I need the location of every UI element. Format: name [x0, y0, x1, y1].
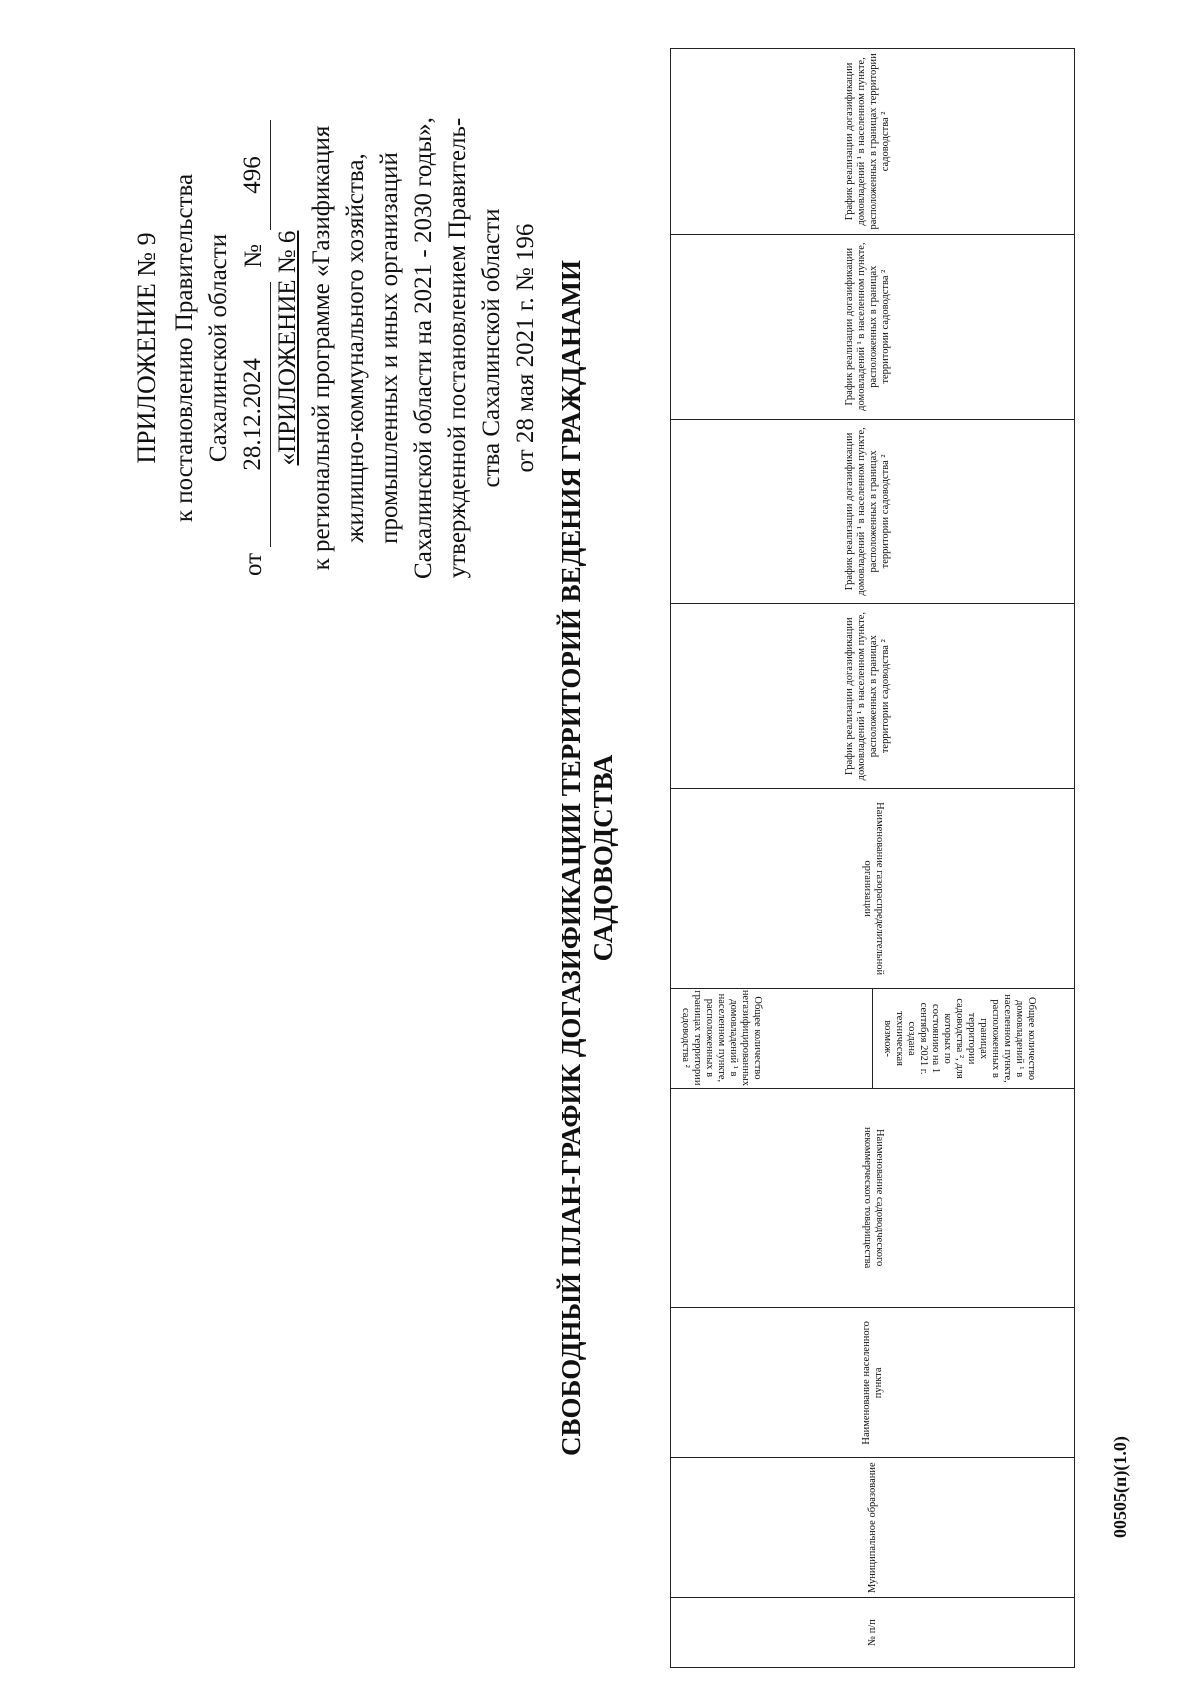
header-cell-schedule — [671, 419, 1074, 604]
header-total-upper — [671, 989, 873, 1088]
header-total-upper-text: Общее количество негазифицированных домовладений ¹ в населенном пункте, расположенных в границах территории садоводства ² — [680, 990, 763, 1087]
header-cell-schedule — [671, 234, 1074, 419]
from-label: от — [240, 552, 267, 576]
header-cell-municipality — [671, 1457, 1074, 1597]
document-header — [130, 48, 543, 648]
header-gas-org-text: Наименование газораспределительной организации — [861, 801, 885, 975]
date-number-row — [236, 48, 271, 648]
header-settlement-text: Наименование населенного пункта — [860, 1321, 884, 1445]
header-total-lower-text: Общее количество домовладений ¹ в населенном пункте, расположенных в границах территории садоводства ², для которых по состоянию на 1 сентября 2021 г. создана техническая возмож- — [882, 994, 1037, 1083]
resolution-date: 28.12.2024 — [236, 282, 271, 547]
program-line: утвержденной постановлением Правитель- — [444, 117, 471, 579]
header-number-text: № п/п — [866, 1619, 878, 1646]
resolution-number: 496 — [236, 120, 271, 230]
program-line: ства Сахалинской области — [478, 208, 505, 488]
header-cell-gas-org — [671, 788, 1074, 988]
header-schedule-text: График реализации догазификации домовладений ¹ в населенном пункте, расположенных в границах территории садоводства ² — [843, 53, 891, 230]
program-line: промышленных и иных организаций — [376, 152, 403, 544]
title-line-2: САДОВОДСТВА — [588, 754, 618, 962]
program-line: жилищно-коммунального хозяйства, — [342, 153, 369, 543]
header-schedule-text: График реализации догазификации домовладений ¹ в населенном пункте, расположенных в границах территории садоводства ² — [843, 427, 891, 596]
resolution-line: к постановлению Правительства — [171, 173, 198, 523]
header-total-lower — [873, 989, 1074, 1088]
region-line: Сахалинской области — [205, 233, 232, 463]
header-partnership-text: Наименование садоводческого некоммерческого товарищества — [861, 1127, 885, 1269]
number-label: № — [240, 244, 267, 268]
header-cell-settlement — [671, 1307, 1074, 1457]
program-line: Сахалинской области на 2021 - 2030 годы», — [410, 117, 437, 579]
appendix-title: ПРИЛОЖЕНИЕ № 9 — [132, 232, 161, 464]
header-cell-schedule — [671, 603, 1074, 788]
inner-appendix-title — [271, 48, 305, 648]
title-line-1: СВОБОДНЫЙ ПЛАН-ГРАФИК ДОГАЗИФИКАЦИИ ТЕРРИТОРИЙ ВЕДЕНИЯ ГРАЖДАНАМИ — [556, 260, 586, 1456]
schedule-table — [670, 48, 1075, 1668]
header-cell-schedule — [671, 49, 1074, 234]
program-line: к региональной программе «Газификация — [308, 125, 335, 571]
document-code: 00505(п)(1.0) — [1110, 1436, 1130, 1538]
header-schedule-text: График реализации догазификации домовладений ¹ в населенном пункте, расположенных в границах территории садоводства ² — [843, 612, 891, 781]
header-cell-partnership — [671, 1088, 1074, 1308]
header-schedule-text: График реализации догазификации домовладений ¹ в населенном пункте, расположенных в границах территории садоводства ² — [843, 242, 891, 411]
header-cell-totals — [671, 988, 1074, 1088]
document-title — [555, 78, 619, 1638]
program-line: от 28 мая 2021 г. № 196 — [512, 223, 539, 473]
inner-appendix-text: «ПРИЛОЖЕНИЕ № 6 — [274, 230, 301, 466]
header-municipality-text: Муниципальное образование — [866, 1462, 878, 1594]
header-cell-number — [671, 1597, 1074, 1667]
